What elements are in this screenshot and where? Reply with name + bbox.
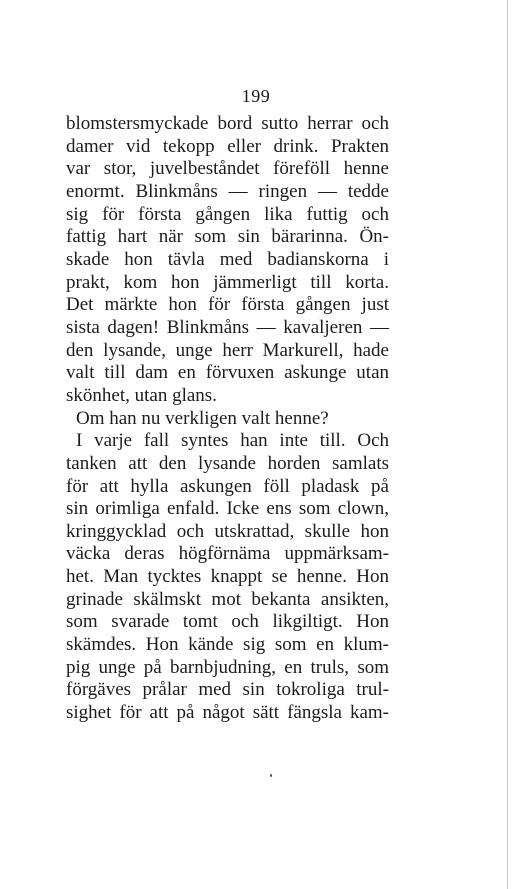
paragraph-end-line: skönhet, utan glans. — [66, 384, 217, 406]
text-line: tanken att den lysande horden samlats — [66, 452, 389, 474]
text-line: förgäves prålar med sin tokroliga trul- — [66, 679, 389, 701]
text-line: valt till dam en förvuxen askunge utan — [66, 362, 389, 384]
text-line: var stor, juvelbeståndet föreföll henne — [66, 158, 389, 180]
text-line: het. Man tycktes knappt se henne. Hon — [66, 566, 389, 588]
page-edge-line — [507, 0, 508, 889]
text-line: för att hylla askungen föll pladask på — [66, 475, 389, 497]
text-line: damer vid tekopp eller drink. Prakten — [66, 135, 389, 157]
text-line: sista dagen! Blinkmåns — kavaljeren — — [66, 316, 389, 338]
text-line: väcka deras högförnäma uppmärksam- — [66, 543, 389, 565]
text-line: kringgycklad och utskrattad, skulle hon — [66, 520, 389, 542]
text-line: enormt. Blinkmåns — ringen — tedde — [66, 180, 389, 202]
paragraph-start-line: I varje fall syntes han inte till. Och — [76, 430, 389, 452]
ink-speck — [270, 774, 272, 777]
text-line: som svarade tomt och likgiltigt. Hon — [66, 611, 389, 633]
text-line: grinade skälmskt mot bekanta ansikten, — [66, 588, 389, 610]
text-line: fattig hart när som sin bärarinna. Ön- — [66, 226, 389, 248]
paragraph-line: Om han nu verkligen valt henne? — [76, 407, 329, 429]
text-line: prakt, kom hon jämmerligt till korta. — [66, 271, 389, 293]
text-line: den lysande, unge herr Markurell, hade — [66, 339, 389, 361]
page-number: 199 — [241, 86, 271, 106]
text-line: pig unge på barnbjudning, en truls, som — [66, 656, 389, 678]
text-line: sin orimliga enfald. Icke ens som clown, — [66, 498, 389, 520]
text-line: sighet för att på något sätt fängsla kam- — [66, 702, 389, 724]
text-line: skämdes. Hon kände sig som en klum- — [66, 634, 389, 656]
text-line: blomstersmyckade bord sutto herrar och — [66, 113, 389, 134]
text-line: skade hon tävla med badianskorna i — [66, 248, 389, 270]
body-text — [66, 113, 389, 725]
text-line: Det märkte hon för första gången just — [66, 294, 389, 316]
text-line: sig för första gången lika futtig och — [66, 203, 389, 225]
